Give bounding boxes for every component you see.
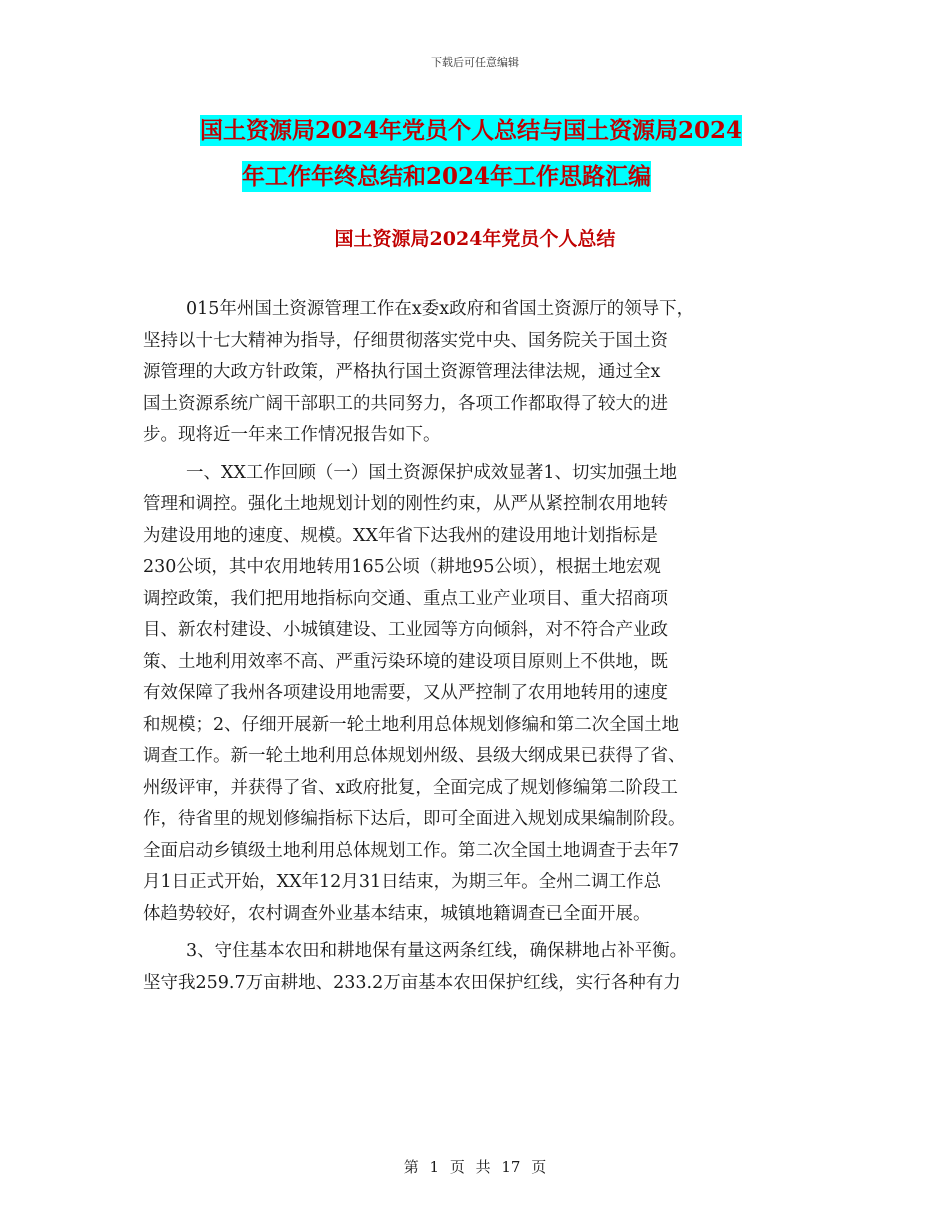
- paragraph-line: 015年州国土资源管理工作在x委x政府和省国土资源厅的领导下，: [186, 299, 695, 319]
- paragraph-line: 作，待省里的规划修编指标下达后，即可全面进入规划成果编制阶段。: [143, 809, 686, 829]
- title-highlight-2: 年工作年终总结和2024年工作思路汇编: [242, 163, 652, 190]
- paragraph-line: 230公顷，其中农用地转用165公顷（耕地95公顷），根据土地宏观: [143, 557, 661, 577]
- body-text: [143, 294, 823, 999]
- paragraph-2: [143, 458, 823, 931]
- paragraph-line: 体趋势较好，农村调查外业基本结束，城镇地籍调查已全面开展。: [143, 903, 651, 924]
- paragraph-line: 坚守我259.7万亩耕地、233.2万亩基本农田保护红线，实行各种有力: [143, 972, 681, 993]
- paragraph-line: 州级评审，并获得了省、x政府批复，全面完成了规划修编第二阶段工: [143, 777, 678, 798]
- paragraph-3: [143, 936, 823, 999]
- paragraph-line: 管理和调控。强化土地规划计划的刚性约束，从严从紧控制农用地转: [143, 494, 668, 514]
- page-footer: 第 1 页 共 17 页: [403, 1158, 547, 1176]
- paragraph-line: 3、守住基本农田和耕地保有量这两条红线，确保耕地占补平衡。: [186, 941, 688, 961]
- title-line-1: [150, 108, 850, 154]
- title-highlight-1: 国土资源局2024年党员个人总结与国土资源局2024: [200, 117, 743, 144]
- paragraph-line: 月1日正式开始，XX年12月31日结束，为期三年。全州二调工作总: [143, 872, 662, 892]
- document-title: [150, 108, 850, 200]
- title-line-2: [150, 154, 850, 200]
- paragraph-line: 为建设用地的速度、规模。XX年省下达我州的建设用地计划指标是: [143, 525, 658, 546]
- paragraph-line: 步。现将近一年来工作情况报告如下。: [143, 425, 441, 445]
- paragraph-line: 全面启动乡镇级土地利用总体规划工作。第二次全国土地调查于去年7: [143, 840, 680, 861]
- paragraph-line: 目、新农村建设、小城镇建设、工业园等方向倾斜，对不符合产业政: [143, 620, 668, 640]
- paragraph-line: 一、XX工作回顾（一）国土资源保护成效显著1、切实加强土地: [186, 462, 678, 483]
- paragraph-line: 有效保障了我州各项建设用地需要，又从严控制了农用地转用的速度: [143, 683, 668, 703]
- paragraph-line: 坚持以十七大精神为指导，仔细贯彻落实党中央、国务院关于国土资: [143, 330, 668, 351]
- paragraph-line: 和规模；2、仔细开展新一轮土地利用总体规划修编和第二次全国土地: [143, 714, 680, 735]
- section-heading: 国土资源局2024年党员个人总结: [334, 228, 616, 250]
- paragraph-line: 调查工作。新一轮土地利用总体规划州级、县级大纲成果已获得了省、: [143, 746, 686, 766]
- paragraph-line: 源管理的大政方针政策，严格执行国土资源管理法律法规，通过全x: [143, 362, 661, 382]
- paragraph-1: [143, 294, 823, 452]
- paragraph-line: 调控政策，我们把用地指标向交通、重点工业产业项目、重大招商项: [143, 588, 668, 609]
- paragraph-line: 国土资源系统广阔干部职工的共同努力，各项工作都取得了较大的进: [143, 393, 668, 414]
- page-header: 下载后可任意编辑: [431, 56, 519, 69]
- paragraph-line: 策、土地利用效率不高、严重污染环境的建设项目原则上不供地，既: [143, 651, 668, 672]
